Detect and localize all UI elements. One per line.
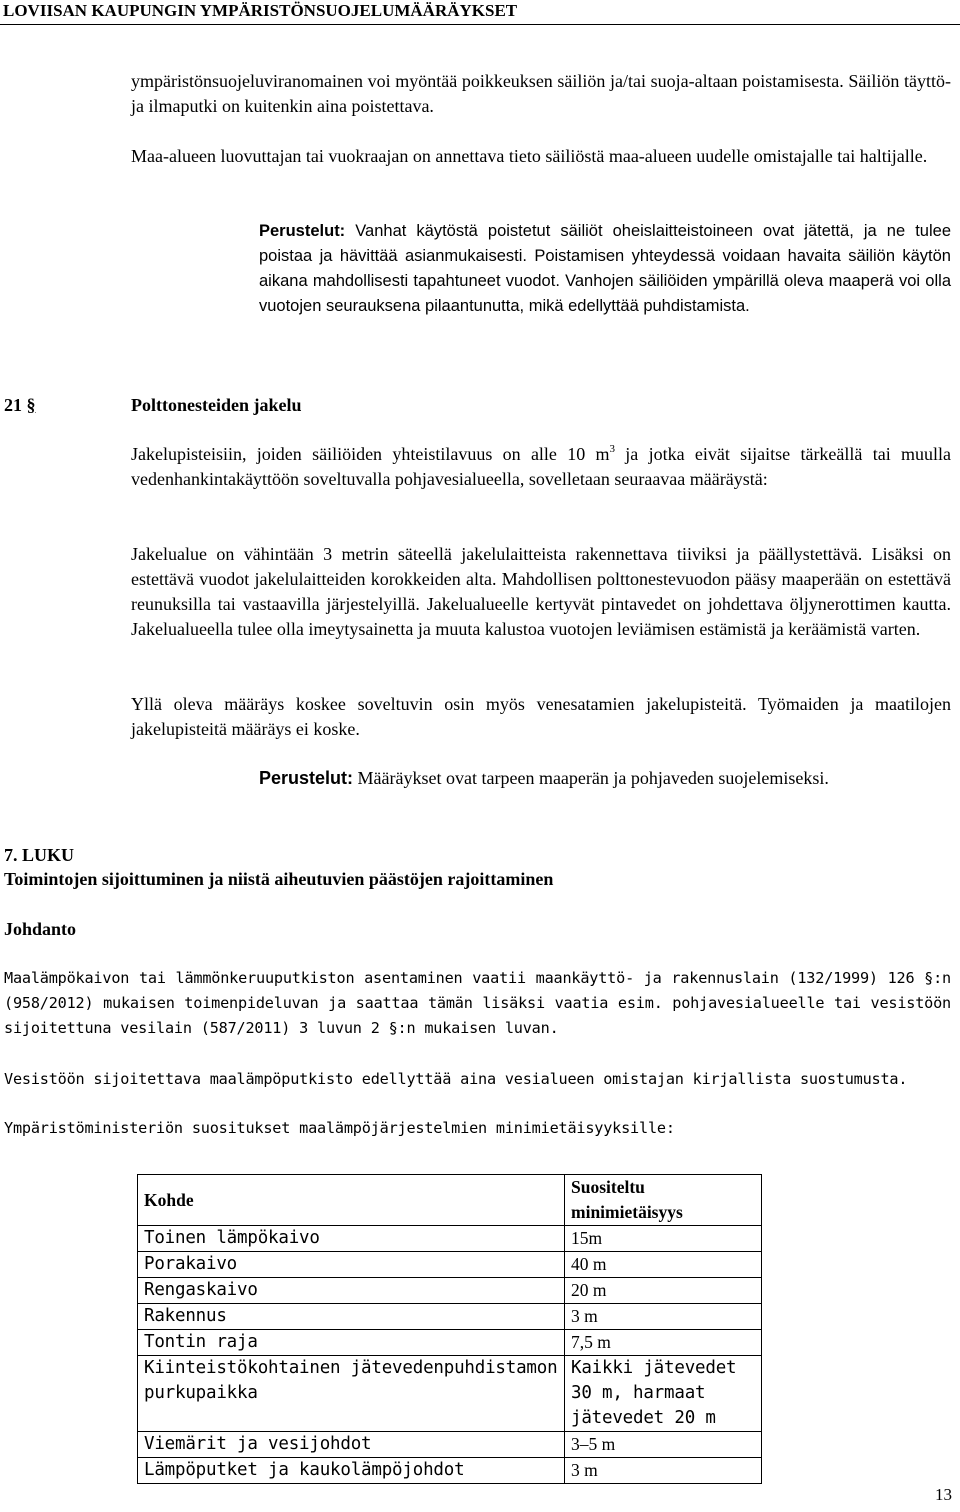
section-title: Polttonesteiden jakelu xyxy=(131,395,302,415)
table-cell: Porakaivo xyxy=(138,1252,565,1278)
superscript: 3 xyxy=(609,443,616,455)
section-perustelut xyxy=(259,766,951,791)
table-cell: 20 m xyxy=(565,1278,762,1304)
table-cell: 15m xyxy=(565,1226,762,1252)
section-number: 21 § xyxy=(4,393,36,418)
perustelut-text: Vanhat käytöstä poistetut säiliöt oheislaitteistoineen ovat jätettä, ja ne tulee poistaa ja hävittää asianmukaisesti. Poistamisen yhteydessä voidaan havaita säiliön käytön aikana mahdollisesti tapahtuneet vuodot. Vanhojen säiliöiden ympärillä oleva maaperä voi olla vuotojen seurauksena pilaantunutta, mikä edellyttää puhdistamista. xyxy=(259,222,951,315)
intro-heading: Johdanto xyxy=(4,919,77,939)
section-paragraph-1: Jakelupisteisiin, joiden säiliöiden yhteistilavuus on alle 10 $m^3$ ja jotka eivät sijaitse tärkeällä tai muulla vedenhankintakäyttöön soveltuvalla pohjavesialueella, sovelletaan seuraavaa määräystä: xyxy=(131,443,951,489)
perustelut-label: Perustelut: xyxy=(259,222,346,240)
table-row xyxy=(138,1226,762,1252)
table-cell: 3–5 m xyxy=(565,1432,762,1458)
intro-paragraph-2: Maa-alueen luovuttajan tai vuokraajan on annettava tieto säiliöstä maa-alueen uudelle omistajalle tai haltijalle. xyxy=(131,146,928,166)
table-row xyxy=(138,1458,762,1484)
table-row xyxy=(138,1432,762,1458)
table-cell: Kiinteistökohtainen jätevedenpuhdistamon purkupaikka xyxy=(138,1356,565,1432)
section-paragraph-2: Jakelualue on vähintään 3 metrin säteellä jakelulaitteista rakennettava tiiviksi ja päällystettävä. Lisäksi on estettävä vuodot jakelulaitteiden korokkeiden alta. Mahdollisen polttonestevuodon pääsy maaperään on estettävä reunuksilla tai vastaavilla järjestelyillä. Jakelualueelle kertyvät pintavedet on johdettava öljynerottimen kautta. Jakelualueella tulee olla imeytysainetta ja muuta kalustoa vuotojen leviämisen estämistä ja keräämistä varten. xyxy=(131,544,951,639)
table-cell: Rengaskaivo xyxy=(138,1278,565,1304)
perustelut-label: Perustelut: xyxy=(259,768,354,788)
distance-table xyxy=(137,1174,762,1484)
table-row xyxy=(138,1304,762,1330)
perustelut-text: Määräykset ovat tarpeen maaperän ja pohjaveden suojelemiseksi. xyxy=(353,768,829,788)
chapter-paragraph-3: Ympäristöministeriön suositukset maalämpöjärjestelmien minimietäisyyksille: xyxy=(4,1119,675,1137)
table-row xyxy=(138,1252,762,1278)
chapter-paragraph-1: Maalämpökaivon tai lämmönkeruuputkiston asentaminen vaatii maankäyttö- ja rakennuslain (132/1999) 126 §:n (958/2012) mukaisen toimenpideluvan ja saattaa tämän lisäksi vaatia esim. pohjavesialueelle tai vesistöön sijoitettuna vesilain (587/2011) 3 luvun 2 §:n mukaisen luvan. xyxy=(4,969,951,1037)
intro-perustelut xyxy=(259,219,951,319)
table-row xyxy=(138,1356,762,1432)
table-cell: Viemärit ja vesijohdot xyxy=(138,1432,565,1458)
table-header-row xyxy=(138,1175,762,1226)
section-symbol: § xyxy=(26,395,36,415)
table-cell: 3 m xyxy=(565,1304,762,1330)
header-divider xyxy=(0,24,960,25)
page-header-title: LOVIISAN KAUPUNGIN YMPÄRISTÖNSUOJELUMÄÄRÄYKSET xyxy=(3,1,518,20)
table-cell: 3 m xyxy=(565,1458,762,1484)
table-cell: Toinen lämpökaivo xyxy=(138,1226,565,1252)
table-cell: Rakennus xyxy=(138,1304,565,1330)
table-cell: 40 m xyxy=(565,1252,762,1278)
table-row xyxy=(138,1330,762,1356)
table-header-kohde: Kohde xyxy=(138,1175,565,1226)
chapter-title: Toimintojen sijoittuminen ja niistä aiheutuvien päästöjen rajoittaminen xyxy=(4,869,554,889)
table-cell: Lämpöputket ja kaukolämpöjohdot xyxy=(138,1458,565,1484)
intro-paragraph-1: ympäristönsuojeluviranomainen voi myöntää poikkeuksen säiliön ja/tai suoja-altaan poistamisesta. Säiliön täyttö- ja ilmaputki on kuitenkin aina poistettava. xyxy=(131,71,951,116)
table-cell: Kaikki jätevedet 30 m, harmaat jätevedet 20 m xyxy=(565,1356,762,1432)
chapter-paragraph-2: Vesistöön sijoitettava maalämpöputkisto edellyttää aina vesialueen omistajan kirjallista suostumusta. xyxy=(4,1070,908,1088)
section-paragraph-3: Yllä oleva määräys koskee soveltuvin osin myös venesatamien jakelupisteitä. Työmaiden ja maatilojen jakelupisteitä määräys ei koske. xyxy=(131,694,951,739)
table-cell: Tontin raja xyxy=(138,1330,565,1356)
table-header-etaisyys: Suositeltu minimietäisyys xyxy=(565,1175,762,1226)
page-number: 13 xyxy=(935,1485,952,1504)
chapter-number: 7. LUKU xyxy=(4,845,75,865)
table-cell: 7,5 m xyxy=(565,1330,762,1356)
table-row xyxy=(138,1278,762,1304)
